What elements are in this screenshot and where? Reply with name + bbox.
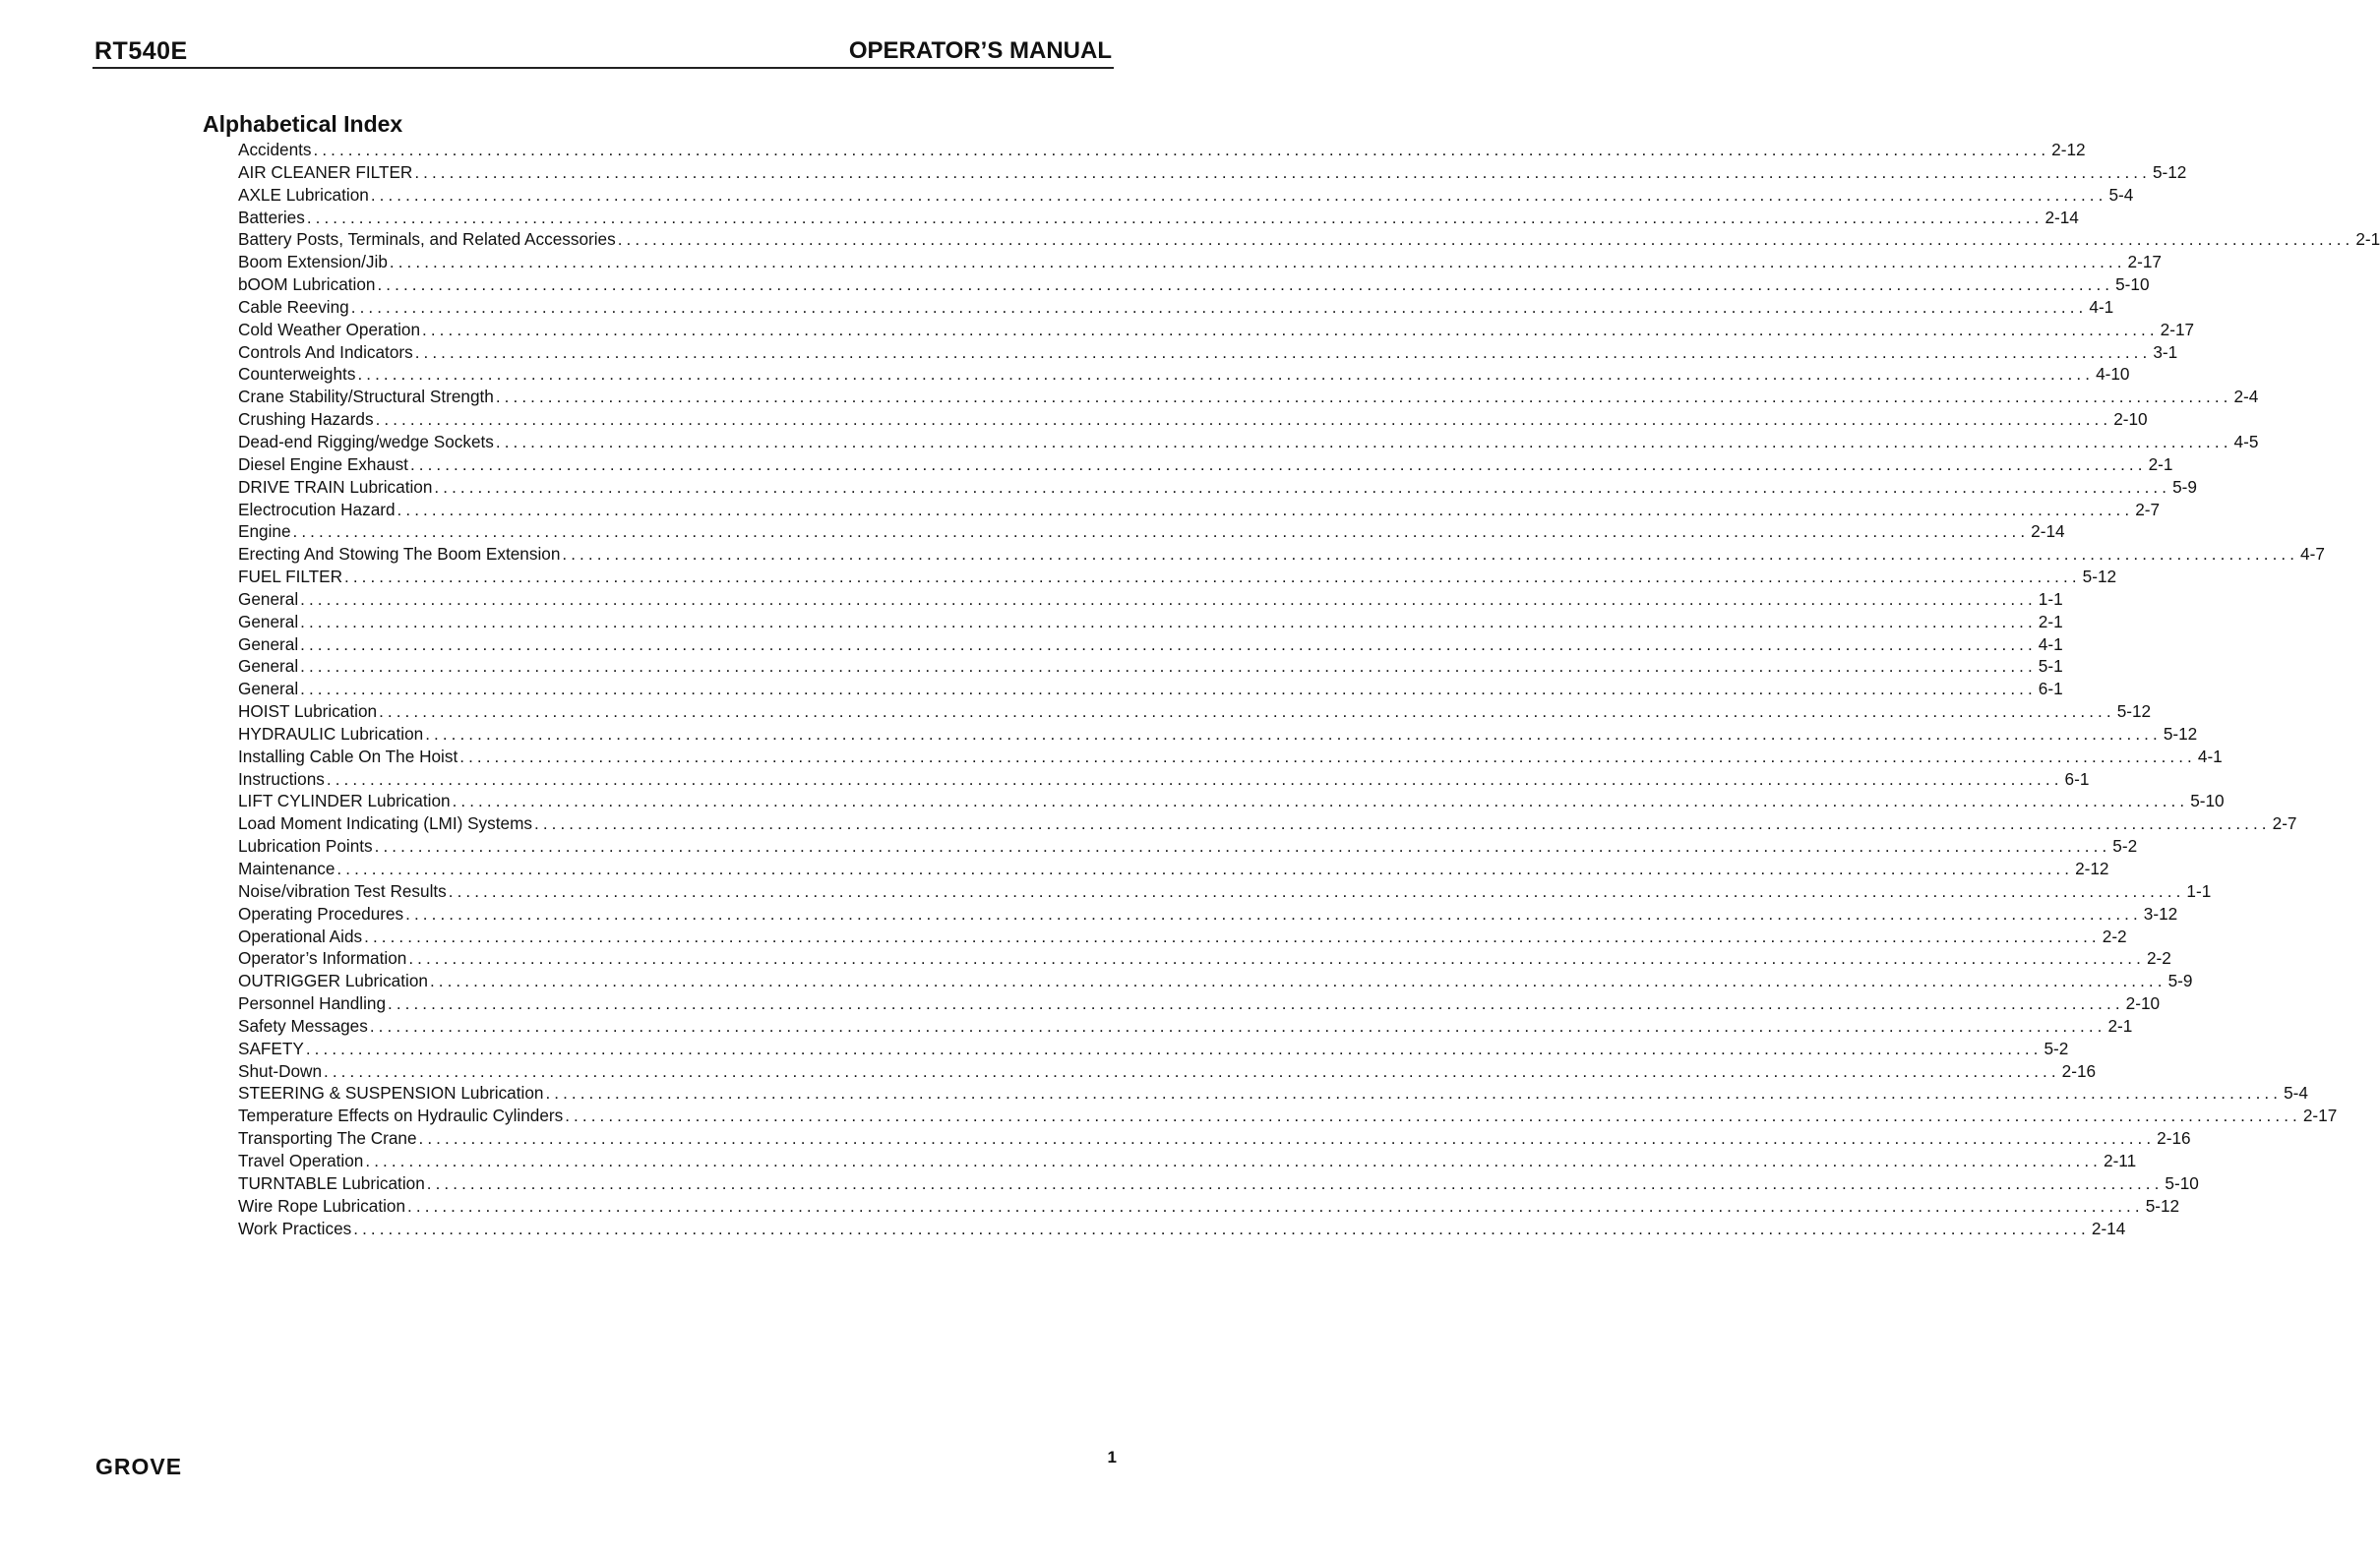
- index-entry: [238, 812, 2297, 835]
- index-entry-name: General: [238, 633, 299, 654]
- index-entry-page: 2-1: [2148, 453, 2173, 474]
- index-entry: [238, 543, 2325, 566]
- index-entry: [238, 319, 2195, 341]
- dot-leader: ........................................................................................................................................................................................................: [534, 814, 2271, 834]
- index-entry-page: 2-17: [2302, 1106, 2338, 1126]
- index-entry-page: 2-11: [2104, 1150, 2137, 1170]
- index-entry-page: 2-14: [2031, 521, 2065, 542]
- index-entry: [238, 386, 2259, 408]
- dot-leader: ........................................................................................................................................................................................................: [305, 1039, 2043, 1058]
- index-entry-page: 2-16: [2157, 1128, 2191, 1149]
- index-entry-name: HOIST Lubrication: [238, 701, 378, 722]
- dot-leader: ........................................................................................................................................................................................................: [324, 1061, 2060, 1081]
- index-entry-page: 2-1: [2107, 1015, 2133, 1036]
- index-entry-name: Lubrication Points: [238, 836, 373, 857]
- dot-leader: ........................................................................................................................................................................................................: [326, 769, 2063, 789]
- index-entry: [238, 520, 2065, 543]
- index-entry-name: General: [238, 679, 299, 699]
- index-entry-name: Battery Posts, Terminals, and Related Accessories: [238, 229, 616, 250]
- dot-leader: ........................................................................................................................................................................................................: [300, 612, 2037, 631]
- index-entry: [238, 1082, 2308, 1105]
- index-entry: [238, 499, 2161, 521]
- index-entry: [238, 746, 2223, 768]
- index-entry: [238, 161, 2187, 184]
- index-entry-name: AIR CLEANER FILTER: [238, 161, 413, 182]
- index-entry-page: 2-4: [2233, 387, 2259, 407]
- index-entry: [238, 1195, 2180, 1218]
- index-entry-name: DRIVE TRAIN Lubrication: [238, 476, 433, 497]
- index-entry-page: 2-14: [2091, 1218, 2126, 1238]
- index-entry-name: Temperature Effects on Hydraulic Cylinders: [238, 1106, 564, 1126]
- index-entry-page: 4-1: [2089, 296, 2114, 317]
- header-divider: [92, 67, 1114, 69]
- index-entry-name: Maintenance: [238, 859, 336, 878]
- dot-leader: ........................................................................................................................................................................................................: [495, 432, 2232, 451]
- index-entry-page: 2-2: [2102, 926, 2127, 946]
- index-entry: [238, 633, 2063, 656]
- index-entry-name: Counterweights: [238, 364, 356, 385]
- index-entry: [238, 207, 2079, 229]
- index-entry: [238, 880, 2212, 903]
- index-entry-name: AXLE Lubrication: [238, 184, 369, 205]
- index-entry-name: OUTRIGGER Lubrication: [238, 971, 428, 991]
- index-entry-page: 5-1: [2038, 656, 2063, 677]
- dot-leader: ........................................................................................................................................................................................................: [336, 860, 2074, 878]
- index-entry: [238, 1127, 2191, 1150]
- index-entry-name: Shut-Down: [238, 1060, 323, 1081]
- index-entry-name: FUEL FILTER: [238, 567, 343, 587]
- index-entry-page: 5-4: [2108, 184, 2134, 205]
- dot-leader: ........................................................................................................................................................................................................: [350, 297, 2088, 317]
- index-entry: [238, 903, 2178, 926]
- index-entry-page: 4-5: [2233, 431, 2259, 451]
- index-entry-name: Operating Procedures: [238, 903, 404, 924]
- dot-leader: ........................................................................................................................................................................................................: [397, 500, 2134, 519]
- index-entry-page: 2-16: [2061, 1060, 2097, 1081]
- index-entry-page: 3-12: [2143, 903, 2178, 924]
- index-entry-name: Operator’s Information: [238, 948, 407, 969]
- index-entry: [238, 296, 2114, 319]
- index-entry: [238, 768, 2090, 791]
- dot-leader: ........................................................................................................................................................................................................: [306, 208, 2044, 227]
- dot-leader: ........................................................................................................................................................................................................: [389, 253, 2126, 272]
- dot-leader: ........................................................................................................................................................................................................: [448, 881, 2185, 901]
- dot-leader: ........................................................................................................................................................................................................: [357, 365, 2095, 385]
- header-model: RT540E: [94, 37, 188, 65]
- index-entry-page: 5-12: [2152, 161, 2187, 182]
- index-entry-page: 5-12: [2116, 701, 2152, 722]
- dot-leader: ........................................................................................................................................................................................................: [409, 454, 2147, 474]
- index-entry-name: STEERING & SUSPENSION Lubrication: [238, 1083, 544, 1104]
- index-entry-name: Personnel Handling: [238, 993, 387, 1014]
- dot-leader: ........................................................................................................................................................................................................: [300, 657, 2037, 677]
- index-entry-page: 6-1: [2038, 679, 2063, 699]
- dot-leader: ........................................................................................................................................................................................................: [344, 568, 2081, 587]
- index-entry-name: Electrocution Hazard: [238, 499, 396, 519]
- dot-leader: ........................................................................................................................................................................................................: [459, 747, 2196, 766]
- index-entry: [238, 139, 2086, 161]
- dot-leader: ........................................................................................................................................................................................................: [405, 904, 2142, 924]
- index-entry-page: 5-12: [2163, 723, 2198, 744]
- index-entry-page: 2-17: [2127, 252, 2162, 272]
- index-entry-page: 2-7: [2135, 499, 2161, 519]
- index-entry-page: 2-2: [2146, 948, 2171, 969]
- index-entry-page: 4-1: [2038, 633, 2063, 654]
- dot-leader: ........................................................................................................................................................................................................: [379, 702, 2115, 722]
- dot-leader: ........................................................................................................................................................................................................: [434, 477, 2171, 497]
- index-entry-name: Engine: [238, 521, 291, 542]
- index-entry-name: Controls And Indicators: [238, 341, 413, 362]
- dot-leader: ........................................................................................................................................................................................................: [422, 320, 2159, 339]
- index-entry-page: 1-1: [2038, 588, 2063, 609]
- index-entry: [238, 341, 2178, 364]
- index-entry-page: 5-10: [2190, 791, 2225, 811]
- index-entry: [238, 476, 2197, 499]
- dot-leader: ........................................................................................................................................................................................................: [495, 388, 2232, 407]
- index-entry-page: 2-7: [2272, 813, 2297, 834]
- index-entry-page: 5-12: [2145, 1195, 2180, 1216]
- index-entry-name: Crushing Hazards: [238, 409, 374, 430]
- dot-leader: ........................................................................................................................................................................................................: [425, 724, 2162, 744]
- index-entry-page: 2-1: [2355, 229, 2380, 250]
- dot-leader: ........................................................................................................................................................................................................: [292, 522, 2030, 542]
- dot-leader: ........................................................................................................................................................................................................: [452, 792, 2189, 811]
- index-entry-page: 3-1: [2153, 341, 2178, 362]
- index-entry-page: 2-10: [2113, 409, 2148, 430]
- index-entry-name: LIFT CYLINDER Lubrication: [238, 791, 451, 811]
- index-entry: [238, 723, 2198, 746]
- index-entry-page: 4-10: [2096, 364, 2130, 385]
- index-entry-page: 1-1: [2186, 880, 2212, 901]
- index-entry-name: Travel Operation: [238, 1150, 364, 1170]
- index-entry: [238, 1038, 2069, 1060]
- index-entry-name: bOOM Lubrication: [238, 274, 376, 295]
- index-entry-page: 5-10: [2115, 274, 2150, 295]
- index-entry: [238, 453, 2173, 476]
- index-entry: [238, 363, 2130, 386]
- index-entry-name: Cable Reeving: [238, 296, 349, 317]
- index-list: [238, 139, 2380, 1239]
- dot-leader: ........................................................................................................................................................................................................: [429, 972, 2166, 991]
- index-entry-page: 5-2: [2112, 836, 2138, 857]
- index-entry: [238, 678, 2063, 700]
- index-entry-name: HYDRAULIC Lubrication: [238, 723, 424, 744]
- index-entry-page: 5-9: [2167, 971, 2193, 991]
- index-entry-page: 2-14: [2044, 207, 2079, 227]
- index-entry-name: Instructions: [238, 768, 325, 789]
- index-entry: [238, 566, 2117, 588]
- index-entry: [238, 700, 2152, 723]
- index-entry-name: TURNTABLE Lubrication: [238, 1172, 425, 1193]
- index-entry: [238, 858, 2109, 880]
- index-entry-name: Operational Aids: [238, 926, 363, 946]
- index-entry-name: Boom Extension/Jib: [238, 252, 388, 272]
- index-entry: [238, 228, 2380, 251]
- dot-leader: ........................................................................................................................................................................................................: [426, 1173, 2164, 1193]
- index-entry: [238, 1218, 2126, 1240]
- index-entry: [238, 1015, 2133, 1038]
- index-entry-name: Dead-end Rigging/wedge Sockets: [238, 431, 494, 451]
- index-entry-page: 5-10: [2165, 1172, 2199, 1193]
- dot-leader: ........................................................................................................................................................................................................: [369, 1016, 2106, 1036]
- index-entry-name: Noise/vibration Test Results: [238, 880, 447, 901]
- index-entry: [238, 251, 2162, 273]
- index-entry-name: Batteries: [238, 207, 305, 227]
- index-entry: [238, 992, 2161, 1015]
- index-entry-name: Accidents: [238, 140, 312, 159]
- dot-leader: ........................................................................................................................................................................................................: [300, 634, 2037, 654]
- grove-logo: GROVE: [95, 1454, 183, 1479]
- dot-leader: ........................................................................................................................................................................................................: [377, 275, 2114, 295]
- dot-leader: ........................................................................................................................................................................................................: [562, 545, 2299, 565]
- index-entry-page: 6-1: [2064, 768, 2090, 789]
- index-entry: [238, 1060, 2097, 1083]
- index-entry: [238, 926, 2127, 948]
- index-entry-page: 5-2: [2044, 1038, 2069, 1058]
- index-entry-name: General: [238, 611, 299, 631]
- index-entry-page: 2-17: [2160, 319, 2195, 339]
- dot-leader: ........................................................................................................................................................................................................: [565, 1107, 2301, 1126]
- dot-leader: ........................................................................................................................................................................................................: [313, 141, 2050, 159]
- index-entry-page: 4-1: [2197, 746, 2223, 766]
- dot-leader: ........................................................................................................................................................................................................: [375, 410, 2112, 430]
- dot-leader: ........................................................................................................................................................................................................: [617, 230, 2354, 250]
- dot-leader: ........................................................................................................................................................................................................: [374, 837, 2111, 857]
- page-number: 1: [1107, 1448, 1117, 1466]
- index-entry-name: Erecting And Stowing The Boom Extension: [238, 544, 561, 565]
- index-entry: [238, 588, 2063, 611]
- index-entry-name: Cold Weather Operation: [238, 319, 421, 339]
- index-entry-page: 2-12: [2051, 140, 2086, 159]
- index-entry-name: Load Moment Indicating (LMI) Systems: [238, 813, 532, 834]
- index-entry-page: 5-9: [2172, 476, 2197, 497]
- dot-leader: ........................................................................................................................................................................................................: [414, 342, 2152, 362]
- dot-leader: ........................................................................................................................................................................................................: [300, 680, 2037, 699]
- index-entry-name: Crane Stability/Structural Strength: [238, 387, 494, 407]
- dot-leader: ........................................................................................................................................................................................................: [353, 1219, 2090, 1238]
- index-entry-name: General: [238, 656, 299, 677]
- index-entry: [238, 611, 2063, 633]
- index-entry-name: Diesel Engine Exhaust: [238, 453, 408, 474]
- header-manual-title: OPERATOR’S MANUAL: [848, 37, 1112, 64]
- dot-leader: ........................................................................................................................................................................................................: [365, 1151, 2103, 1170]
- dot-leader: ........................................................................................................................................................................................................: [364, 927, 2101, 946]
- index-entry: [238, 1172, 2199, 1195]
- index-entry-name: Installing Cable On The Hoist: [238, 746, 458, 766]
- index-title: Alphabetical Index: [203, 111, 403, 137]
- dot-leader: ........................................................................................................................................................................................................: [545, 1084, 2283, 1104]
- index-entry: [238, 947, 2171, 970]
- index-entry: [238, 655, 2063, 678]
- index-entry: [238, 1150, 2137, 1172]
- index-entry-page: 2-1: [2038, 611, 2063, 631]
- index-entry: [238, 835, 2138, 858]
- index-entry-name: Safety Messages: [238, 1015, 368, 1036]
- index-entry-page: 5-4: [2284, 1083, 2308, 1104]
- index-entry-name: SAFETY: [238, 1038, 304, 1058]
- index-entry-name: General: [238, 588, 299, 609]
- index-entry: [238, 1105, 2338, 1127]
- dot-leader: ........................................................................................................................................................................................................: [370, 185, 2107, 205]
- index-entry-page: 2-12: [2075, 859, 2109, 878]
- index-entry: [238, 273, 2150, 296]
- index-entry-name: Transporting The Crane: [238, 1128, 417, 1149]
- index-entry: [238, 408, 2148, 431]
- index-entry-name: Work Practices: [238, 1218, 352, 1238]
- index-entry-page: 2-10: [2125, 993, 2161, 1014]
- dot-leader: ........................................................................................................................................................................................................: [388, 994, 2124, 1014]
- index-entry-page: 4-7: [2300, 544, 2325, 565]
- index-entry: [238, 431, 2259, 453]
- dot-leader: ........................................................................................................................................................................................................: [300, 589, 2037, 609]
- index-entry: [238, 184, 2134, 207]
- index-entry: [238, 790, 2225, 812]
- dot-leader: ........................................................................................................................................................................................................: [418, 1129, 2156, 1149]
- index-entry: [238, 970, 2193, 992]
- dot-leader: ........................................................................................................................................................................................................: [408, 949, 2145, 969]
- dot-leader: ........................................................................................................................................................................................................: [407, 1196, 2144, 1216]
- dot-leader: ........................................................................................................................................................................................................: [414, 162, 2151, 182]
- index-entry-name: Wire Rope Lubrication: [238, 1195, 406, 1216]
- index-entry-page: 5-12: [2082, 567, 2117, 587]
